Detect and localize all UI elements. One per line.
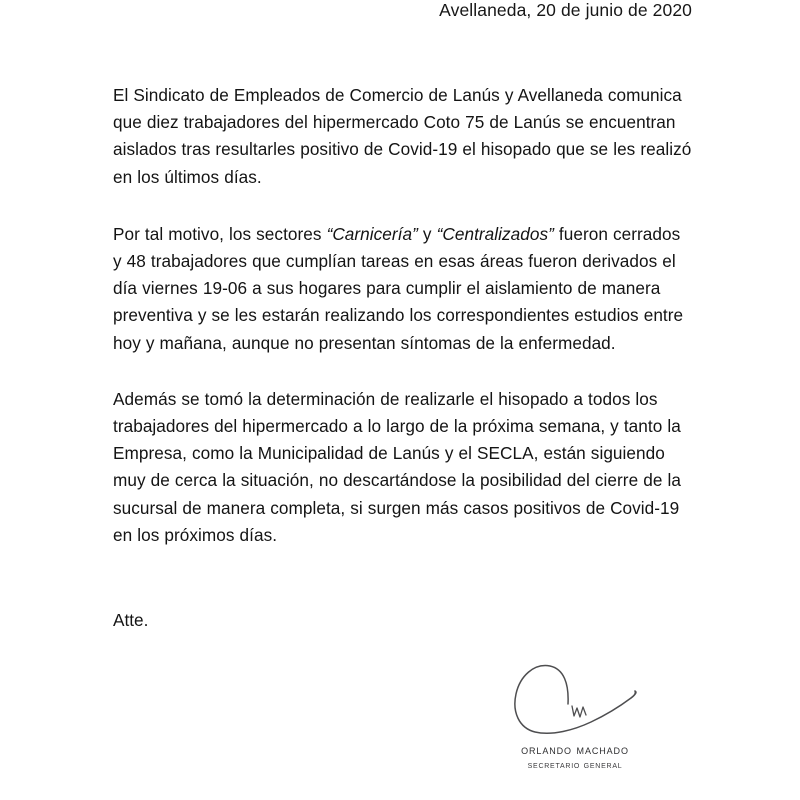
signature-block bbox=[470, 658, 680, 772]
paragraph-2 bbox=[113, 221, 693, 357]
handwritten-signature-icon bbox=[490, 658, 660, 740]
paragraph-3: Además se tomó la determinación de realizarle el hisopado a todos los trabajadores del hipermercado a lo largo de la próxima semana, y tanto la Empresa, como la Municipalidad de Lanús y el SECLA, están siguiendo muy de cerca la situación, no descartándose la posibilidad del cierre de la sucursal de manera completa, si surgen más casos positivos de Covid-19 en los próximos días. bbox=[113, 388, 681, 545]
signature-role: secretario general bbox=[527, 760, 623, 771]
signoff-text: Atte. bbox=[113, 610, 149, 631]
paragraph-2-rest: fueron cerrados y 48 trabajadores que cumplían tareas en esas áreas fueron derivados el día viernes 19-06 a sus hogares para cumplir el aislamiento de manera preventiva y se les estarán realizando los correspondientes estudios entre hoy y mañana, aunque no presentan síntomas de la enfermedad. bbox=[113, 223, 684, 353]
quoted-term-centralizados: “Centralizados” bbox=[436, 223, 554, 244]
quoted-term-carniceria: “Carnicería” bbox=[326, 223, 418, 244]
signature-name: orlando machado bbox=[521, 742, 629, 757]
paragraph-2-lead: Por tal motivo, los sectores bbox=[113, 223, 327, 244]
document-body bbox=[113, 82, 693, 634]
paragraph-2-conjunction: y bbox=[417, 223, 437, 244]
paragraph-1: El Sindicato de Empleados de Comercio de Lanús y Avellaneda comunica que diez trabajadores del hipermercado Coto 75 de Lanús se encuentran aislados tras resultarles positivo de Covid-19 el hisopado que se les realizó en los últimos días. bbox=[113, 85, 692, 187]
document-date: Avellaneda, 20 de junio de 2020 bbox=[439, 0, 692, 20]
